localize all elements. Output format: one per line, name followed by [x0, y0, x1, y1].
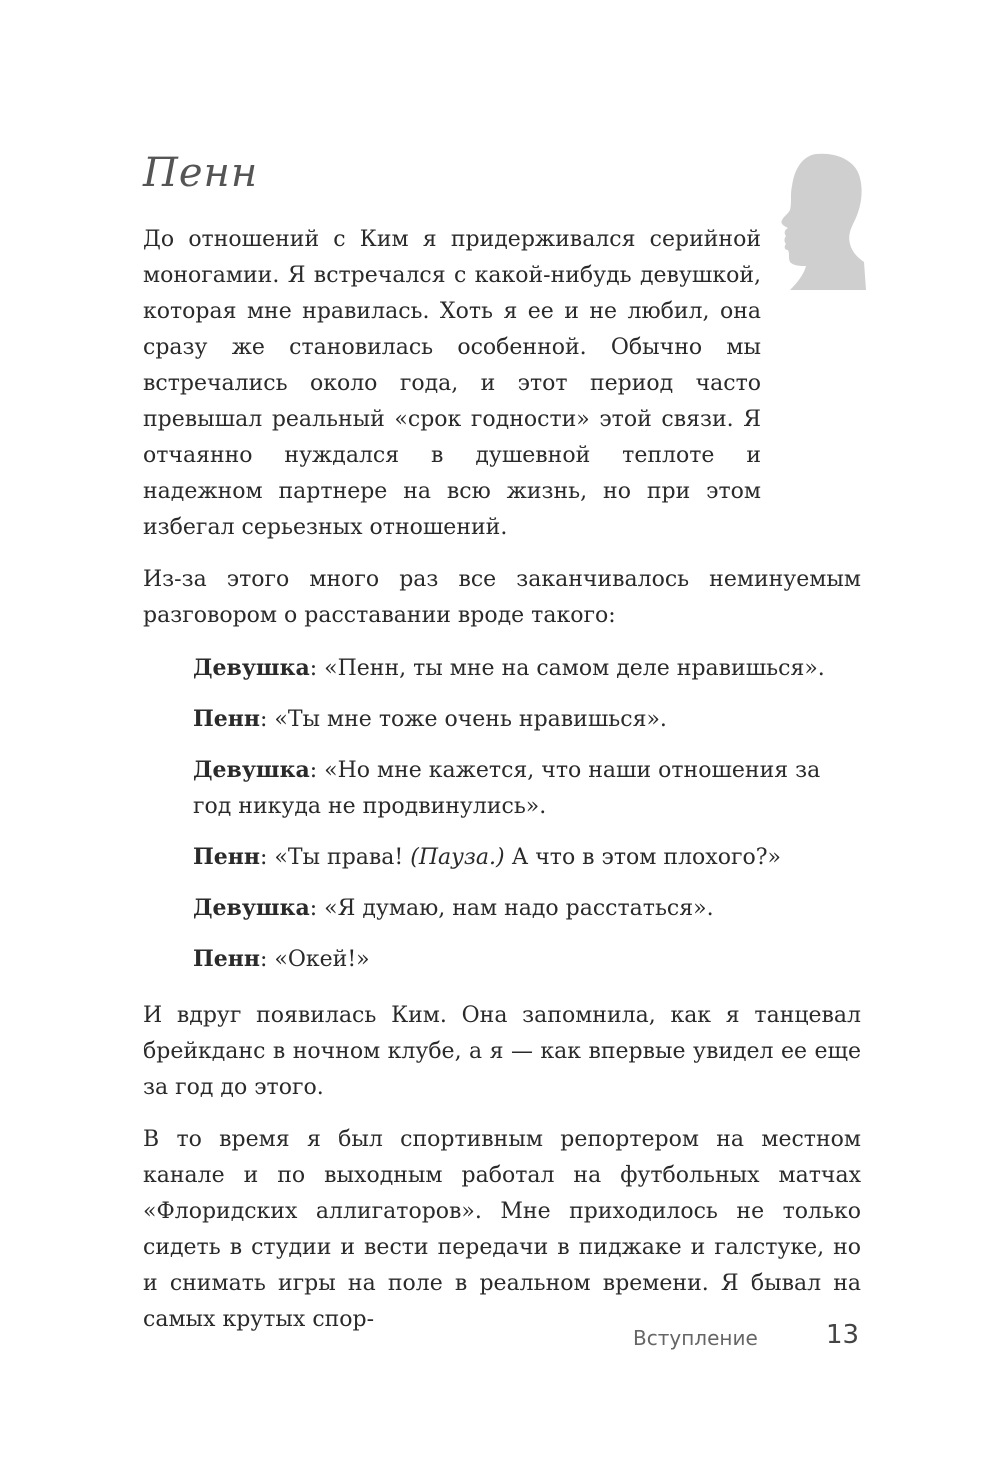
dialog-line	[193, 839, 861, 876]
dialog-separator: :	[259, 845, 275, 870]
dialog-text: «Ты права!	[274, 845, 411, 870]
dialog-line	[193, 941, 861, 978]
paragraph: И вдруг появилась Ким. Она запомнила, как я танцевал брейкданс в ночном клубе, а я — как впервые увидел ее еще за год до этого.	[143, 1003, 861, 1100]
dialog-text: «Пенн, ты мне на самом деле нравишься».	[324, 656, 825, 681]
dialog-separator: :	[259, 707, 275, 732]
dialog-aside: (Пауза.)	[410, 845, 505, 870]
dialog-text: «Окей!»	[274, 947, 370, 972]
paragraph: В то время я был спортивным репортером на местном канале и по выходным работал на футбольных матчах «Флоридских аллигаторов». Мне приходилось не только сидеть в студии и вести передачи в пиджаке и галстуке, но и снимать игры на поле в реальном времени. Я бывал на самых крутых спор-	[143, 1127, 861, 1332]
dialog-speaker: Девушка	[193, 895, 310, 921]
running-footer-section: Вступление	[633, 1326, 758, 1350]
dialog-separator: :	[259, 947, 275, 972]
dialog-speaker: Девушка	[193, 757, 310, 783]
dialog-speaker: Пенн	[193, 844, 260, 870]
dialog-text: «Ты мне тоже очень нравишься».	[274, 707, 667, 732]
dialog-line	[193, 701, 861, 738]
paragraph: Из-за этого много раз все заканчивалось неминуемым разговором о расставании вроде такого:	[143, 567, 861, 628]
dialog-text: «Я думаю, нам надо расстаться».	[324, 896, 714, 921]
dialog-separator: :	[309, 896, 325, 921]
section-heading: Пенн	[143, 150, 259, 196]
dialog-text-tail: А что в этом плохого?»	[504, 845, 781, 870]
dialog-line	[193, 650, 861, 687]
dialog-separator: :	[309, 758, 325, 783]
page-number: 13	[826, 1320, 860, 1350]
dialog-text: «Но мне кажется, что наши отношения за год никуда не продвинулись».	[193, 758, 821, 819]
paragraph: До отношений с Ким я придерживался серийной моногамии. Я встречался с какой-нибудь девушкой, которая мне нравилась. Хоть я ее и не любил, она сразу же становилась особенной. Обычно мы встречались около года, и этот период часто превышал реальный «срок годности» этой связи. Я отчаянно нуждался в душевной теплоте и надежном партнере на всю жизнь, но при этом избегал серьезных отношений.	[143, 227, 761, 540]
body-text	[143, 222, 861, 1354]
dialog-line	[193, 752, 861, 825]
dialog-speaker: Девушка	[193, 655, 310, 681]
dialog-speaker: Пенн	[193, 706, 260, 732]
dialog-separator: :	[309, 656, 325, 681]
dialog-speaker: Пенн	[193, 946, 260, 972]
dialog-line	[193, 890, 861, 927]
